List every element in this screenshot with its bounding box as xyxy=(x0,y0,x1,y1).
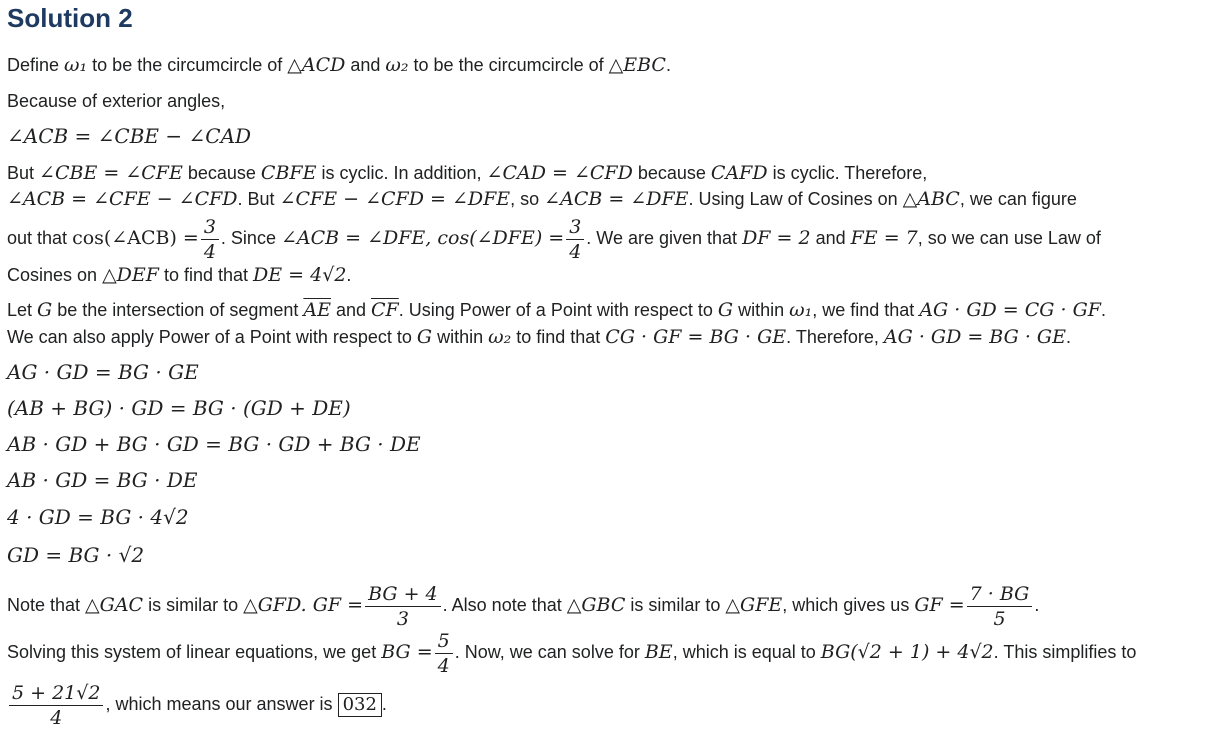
text: . Therefore, xyxy=(786,327,884,347)
text: because xyxy=(632,163,711,183)
text: Because of exterior angles, xyxy=(7,91,226,111)
text: . xyxy=(346,265,352,285)
text: Cosines on xyxy=(7,265,103,285)
text: Define xyxy=(7,55,65,75)
display-equation-1: ∠ACB = ∠CBE − ∠CAD xyxy=(7,124,252,148)
math: △GFD. GF = xyxy=(243,594,364,616)
text: , which gives us xyxy=(782,595,915,615)
math: ∠CAD = ∠CFD xyxy=(486,162,633,184)
math: G xyxy=(416,326,433,348)
text: . Now, we can solve for xyxy=(454,642,645,662)
math-omega1: ω₁ xyxy=(64,54,88,76)
text: , we find that xyxy=(812,300,920,320)
cyclic-paragraph-line-3 xyxy=(7,208,1101,268)
math: AG · GD = BG · GE xyxy=(883,326,1066,348)
text: . xyxy=(1065,327,1071,347)
math-omega2: ω₂ xyxy=(488,326,512,348)
fraction-three-quarters xyxy=(201,215,219,264)
text: be the intersection of segment xyxy=(52,300,304,320)
text: to be the circumcircle of xyxy=(408,55,609,75)
display-equation: GD = BG · √2 xyxy=(7,543,145,567)
text: , which is equal to xyxy=(672,642,821,662)
fraction-numerator: 7 · BG xyxy=(967,582,1033,607)
math: GF = xyxy=(914,594,965,616)
math: △GBC xyxy=(566,594,626,616)
text: , so we can use Law of xyxy=(917,228,1101,248)
math: CG · GF = BG · GE xyxy=(605,326,787,348)
text: , which means our answer is xyxy=(105,694,338,714)
fraction-five-quarters xyxy=(435,629,453,678)
math: ∠ACB = ∠CFE − ∠CFD xyxy=(7,188,238,210)
fraction-numerator: 3 xyxy=(566,215,584,240)
math: cos(∠ACB) = xyxy=(72,227,199,249)
text: . xyxy=(665,55,671,75)
boxed-answer: 032 xyxy=(338,693,382,717)
text: to find that xyxy=(158,265,254,285)
fraction-numerator: BG + 4 xyxy=(365,582,441,607)
cyclic-paragraph-line-2 xyxy=(7,188,1077,210)
fraction-final-value xyxy=(9,681,103,730)
math: FE = 7 xyxy=(850,227,918,249)
text: . Also note that xyxy=(442,595,567,615)
math-omega2: ω₂ xyxy=(385,54,409,76)
math: AG · GD = CG · GF xyxy=(919,299,1101,321)
text: within xyxy=(432,327,489,347)
fraction-numerator: 5 xyxy=(435,629,453,654)
math-omega1: ω₁ xyxy=(789,299,813,321)
text: But xyxy=(7,163,40,183)
math-segment-cf: $\overline{CF}$ xyxy=(371,299,399,321)
math-segment-ae: $\overline{AE}$ xyxy=(303,299,331,321)
power-of-point-line-2 xyxy=(7,326,1071,348)
text: . Since xyxy=(220,228,281,248)
definition-paragraph xyxy=(7,54,671,76)
math: ∠ACB = ∠DFE, cos(∠DFE) = xyxy=(280,227,565,249)
math: △GFE xyxy=(725,594,783,616)
math: DF = 2 xyxy=(742,227,811,249)
display-equation: AB · GD + BG · GD = BG · GD + BG · DE xyxy=(7,432,421,456)
math: BG = xyxy=(381,641,433,663)
section-heading: Solution 2 xyxy=(7,3,133,33)
text: to find that xyxy=(511,327,606,347)
display-equation: 4 · GD = BG · 4√2 xyxy=(7,505,189,529)
math: BG(√2 + 1) + 4√2 xyxy=(820,641,994,663)
display-equation: (AB + BG) · GD = BG · (GD + DE) xyxy=(7,396,351,420)
display-equation: AB · GD = BG · DE xyxy=(7,468,198,492)
power-of-point-line-1 xyxy=(7,299,1106,321)
text: to be the circumcircle of xyxy=(87,55,288,75)
exterior-angles-paragraph xyxy=(7,90,225,112)
text: and xyxy=(810,228,851,248)
text: is similar to xyxy=(143,595,244,615)
text: . Using Law of Cosines on xyxy=(688,189,903,209)
text: and xyxy=(345,55,386,75)
solving-paragraph-line-2 xyxy=(7,674,387,734)
math: ∠CFE − ∠CFD = ∠DFE xyxy=(279,188,511,210)
cyclic-paragraph-line-4 xyxy=(7,264,351,286)
text: out that xyxy=(7,228,73,248)
math: CBFE xyxy=(260,162,317,184)
text: . We are given that xyxy=(586,228,743,248)
text: . But xyxy=(237,189,280,209)
math-triangle-ebc: △EBC xyxy=(608,54,666,76)
math-triangle-acd: △ACD xyxy=(287,54,346,76)
math: △ABC xyxy=(902,188,960,210)
text: Solving this system of linear equations, we get xyxy=(7,642,382,662)
fraction-three-quarters xyxy=(566,215,584,264)
text: Let xyxy=(7,300,38,320)
math: DE = 4√2 xyxy=(253,264,347,286)
text: , we can figure xyxy=(959,189,1077,209)
text: . xyxy=(1034,595,1040,615)
text: is cyclic. In addition, xyxy=(316,163,487,183)
text: . xyxy=(1100,300,1106,320)
math: △GAC xyxy=(85,594,144,616)
fraction-denominator: 4 xyxy=(437,654,450,677)
text: is cyclic. Therefore, xyxy=(767,163,928,183)
text: is similar to xyxy=(625,595,726,615)
solving-paragraph-line-1 xyxy=(7,622,1136,682)
math: BE xyxy=(644,641,673,663)
display-equation: AG · GD = BG · GE xyxy=(7,360,199,384)
fraction-numerator: 5 + 21√2 xyxy=(9,681,103,706)
text: and xyxy=(330,300,372,320)
text: because xyxy=(182,163,261,183)
fraction-denominator: 3 xyxy=(396,607,409,630)
fraction-denominator: 4 xyxy=(569,240,582,263)
math: G xyxy=(37,299,53,321)
text: Note that xyxy=(7,595,86,615)
fraction-denominator: 4 xyxy=(203,240,216,263)
math: CAFD xyxy=(710,162,768,184)
fraction-denominator: 5 xyxy=(993,607,1006,630)
text: . This simplifies to xyxy=(993,642,1137,662)
math: ∠CBE = ∠CFE xyxy=(39,162,183,184)
math: G xyxy=(717,299,734,321)
fraction-numerator: 3 xyxy=(201,215,219,240)
text: . Using Power of a Point with respect to xyxy=(398,300,718,320)
cyclic-paragraph-line-1 xyxy=(7,162,927,184)
math: △DEF xyxy=(102,264,159,286)
math: ∠ACB = ∠DFE xyxy=(544,188,689,210)
text: We can also apply Power of a Point with respect to xyxy=(7,327,417,347)
text: . xyxy=(381,694,387,714)
fraction-denominator: 4 xyxy=(50,706,63,729)
text: within xyxy=(733,300,790,320)
text: , so xyxy=(510,189,545,209)
